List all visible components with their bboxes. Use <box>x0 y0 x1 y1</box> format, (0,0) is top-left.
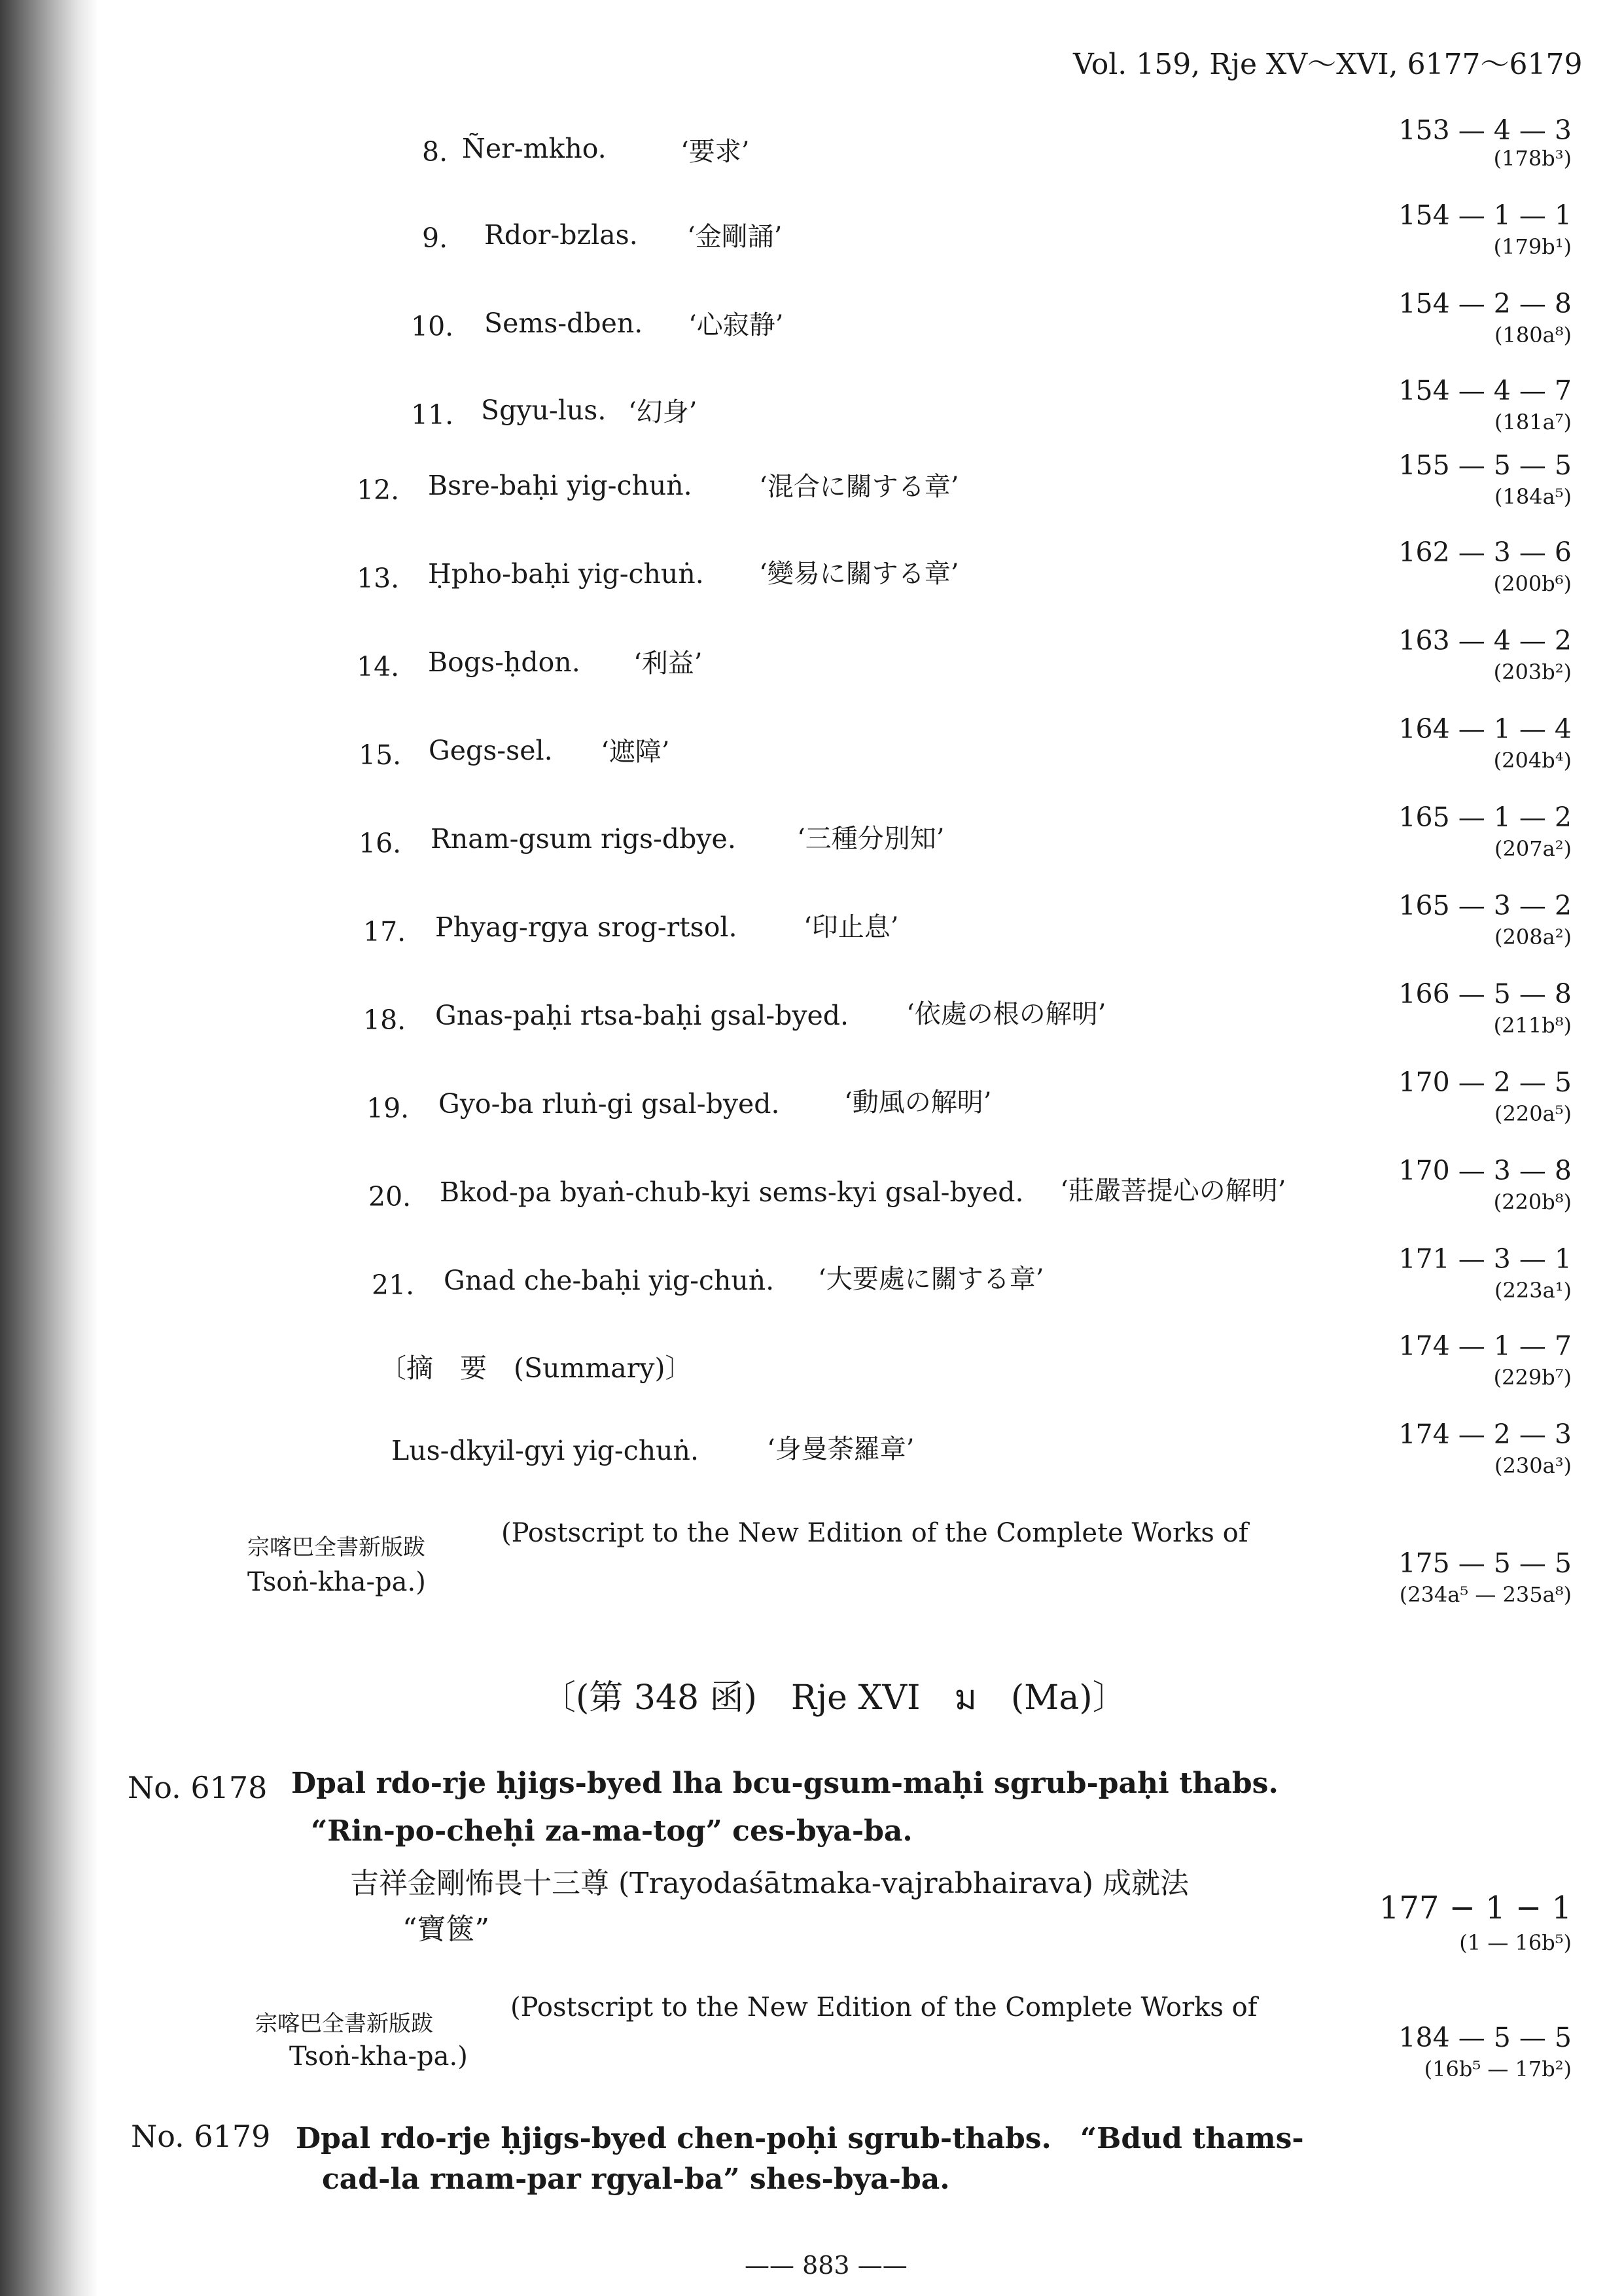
postscript-folio: (16b⁵ — 17b²) <box>1424 2057 1572 2081</box>
item-title: Gyo-ba rluṅ-gi gsal-byed. <box>438 1088 780 1120</box>
item-folio: (207a²) <box>1494 836 1572 861</box>
item-number: 20. <box>368 1181 412 1212</box>
item-folio: (178b³) <box>1493 146 1572 171</box>
postscript-reference: 175 — 5 — 5 <box>1398 1547 1572 1579</box>
scan-shadow-edge <box>0 0 98 2296</box>
item-folio: (180a⁸) <box>1494 323 1572 347</box>
summary-folio: (229b⁷) <box>1493 1365 1572 1390</box>
item-reference: 163 — 4 — 2 <box>1398 625 1572 656</box>
lus-japanese: ‘身曼荼羅章’ <box>767 1434 915 1464</box>
item-title: Phyag-rgya srog-rtsol. <box>435 911 737 943</box>
item-japanese: ‘遮障’ <box>601 737 670 767</box>
item-number: 12. <box>357 474 400 506</box>
item-reference: 164 — 1 — 4 <box>1398 713 1572 745</box>
entry-japanese-subtitle: “寶篋” <box>402 1913 489 1946</box>
item-title: Gnas-paḥi rtsa-baḥi gsal-byed. <box>435 1000 849 1031</box>
postscript-english-cont: Tsoṅ-kha-pa.) <box>289 2041 468 2072</box>
entry-title: Dpal rdo-rje ḥjigs-byed lha bcu-gsum-maḥi sgrub-paḥi thabs. <box>291 1767 1279 1800</box>
item-number: 15. <box>359 739 402 771</box>
item-title: Gnad che-baḥi yig-chuṅ. <box>444 1265 775 1296</box>
item-reference: 171 — 3 — 1 <box>1398 1243 1572 1275</box>
item-number: 8. <box>422 136 448 168</box>
item-title: Rnam-gsum rigs-dbye. <box>431 823 736 855</box>
item-japanese: ‘幻身’ <box>628 397 697 427</box>
item-japanese: ‘變易に關する章’ <box>759 559 959 589</box>
entry-number: No. 6178 <box>128 1770 268 1805</box>
entry-folio: (1 — 16b⁵) <box>1459 1930 1572 1955</box>
item-reference: 154 — 4 — 7 <box>1398 375 1572 406</box>
entry-number: No. 6179 <box>131 2119 271 2154</box>
postscript-folio: (234a⁵ — 235a⁸) <box>1399 1582 1572 1607</box>
item-number: 9. <box>422 222 448 254</box>
item-reference: 155 — 5 — 5 <box>1398 450 1572 481</box>
summary-label: 〔摘 要 (Summary)〕 <box>380 1352 692 1384</box>
postscript-english: (Postscript to the New Edition of the Complete Works of <box>501 1518 1248 1548</box>
item-folio: (181a⁷) <box>1494 410 1572 434</box>
item-japanese: ‘大要處に關する章’ <box>818 1264 1044 1294</box>
item-reference: 165 — 3 — 2 <box>1398 890 1572 921</box>
item-reference: 154 — 1 — 1 <box>1398 200 1572 231</box>
postscript-english: (Postscript to the New Edition of the Complete Works of <box>510 1992 1258 2022</box>
item-reference: 165 — 1 — 2 <box>1398 802 1572 833</box>
item-folio: (204b⁴) <box>1493 748 1572 773</box>
item-title: Gegs-sel. <box>429 735 553 766</box>
section-heading: 〔(第 348 函) Rje XVI ม (Ma)〕 <box>542 1678 1127 1718</box>
item-number: 18. <box>363 1004 406 1036</box>
item-folio: (220b⁸) <box>1493 1190 1572 1214</box>
item-japanese: ‘利益’ <box>633 648 703 679</box>
postscript-japanese: 宗喀巴全書新版跋 <box>255 2011 433 2037</box>
entry-japanese-title: 吉祥金剛怖畏十三尊 (Trayodaśātmaka-vajrabhairava) 成就法 <box>350 1867 1190 1900</box>
postscript-reference: 184 — 5 — 5 <box>1398 2022 1572 2053</box>
item-folio: (179b¹) <box>1493 234 1572 259</box>
item-reference: 154 — 2 — 8 <box>1398 288 1572 319</box>
item-title: Sems-dben. <box>484 308 643 339</box>
item-folio: (200b⁶) <box>1493 571 1572 596</box>
item-japanese: ‘動風の解明’ <box>844 1087 992 1118</box>
item-number: 17. <box>363 916 406 947</box>
item-reference: 170 — 2 — 5 <box>1398 1067 1572 1098</box>
postscript-japanese: 宗喀巴全書新版跋 <box>247 1534 425 1561</box>
page-header: Vol. 159, Rje XV～XVI, 6177～6179 <box>1073 48 1583 81</box>
item-reference: 170 — 3 — 8 <box>1398 1155 1572 1186</box>
item-folio: (223a¹) <box>1494 1278 1572 1303</box>
item-folio: (211b⁸) <box>1493 1013 1572 1038</box>
item-number: 10. <box>411 311 454 342</box>
item-reference: 153 — 4 — 3 <box>1398 115 1572 146</box>
lus-reference: 174 — 2 — 3 <box>1398 1419 1572 1450</box>
summary-reference: 174 — 1 — 7 <box>1398 1330 1572 1362</box>
item-title: Ñer-mkho. <box>462 133 607 164</box>
item-japanese: ‘混合に關する章’ <box>759 472 959 502</box>
item-title: Bsre-baḥi yig-chuṅ. <box>428 470 692 501</box>
item-number: 14. <box>357 651 400 682</box>
item-folio: (208a²) <box>1494 925 1572 949</box>
item-folio: (220a⁵) <box>1494 1101 1572 1126</box>
item-japanese: ‘金剛誦’ <box>687 222 783 252</box>
item-number: 16. <box>359 828 402 859</box>
item-title: Bkod-pa byaṅ-chub-kyi sems-kyi gsal-byed. <box>440 1176 1024 1208</box>
item-reference: 166 — 5 — 8 <box>1398 978 1572 1010</box>
item-reference: 162 — 3 — 6 <box>1398 537 1572 568</box>
item-japanese: ‘心寂静’ <box>688 310 784 340</box>
item-number: 21. <box>372 1269 415 1301</box>
item-folio: (184a⁵) <box>1494 484 1572 509</box>
item-number: 13. <box>357 563 400 594</box>
item-folio: (203b²) <box>1493 660 1572 684</box>
item-japanese: ‘三種分別知’ <box>797 824 945 854</box>
item-number: 19. <box>366 1093 410 1124</box>
entry-title-cont: “Rin-po-cheḥi za-ma-tog” ces-bya-ba. <box>311 1814 913 1848</box>
lus-folio: (230a³) <box>1494 1453 1572 1478</box>
entry-title-cont: cad-la rnam-par rgyal-ba” shes-bya-ba. <box>322 2163 950 2196</box>
entry-title: Dpal rdo-rje ḥjigs-byed chen-poḥi sgrub-thabs. “Bdud thams- <box>296 2122 1304 2155</box>
item-title: Rdor-bzlas. <box>484 219 638 251</box>
item-japanese: ‘莊嚴菩提心の解明’ <box>1060 1176 1286 1206</box>
postscript-english-cont: Tsoṅ-kha-pa.) <box>247 1567 426 1597</box>
item-japanese: ‘依處の根の解明’ <box>906 999 1106 1029</box>
page-number: —— 883 —— <box>745 2251 908 2280</box>
item-title: Bogs-ḥdon. <box>428 646 580 678</box>
entry-reference: 177 − 1 − 1 <box>1379 1890 1572 1926</box>
item-title: Sgyu-lus. <box>481 395 607 426</box>
item-title: Ḥpho-baḥi yig-chuṅ. <box>428 558 704 590</box>
item-japanese: ‘印止息’ <box>803 912 899 942</box>
item-number: 11. <box>411 399 454 431</box>
item-japanese: ‘要求’ <box>680 137 750 167</box>
lus-title: Lus-dkyil-gyi yig-chuṅ. <box>391 1435 699 1466</box>
